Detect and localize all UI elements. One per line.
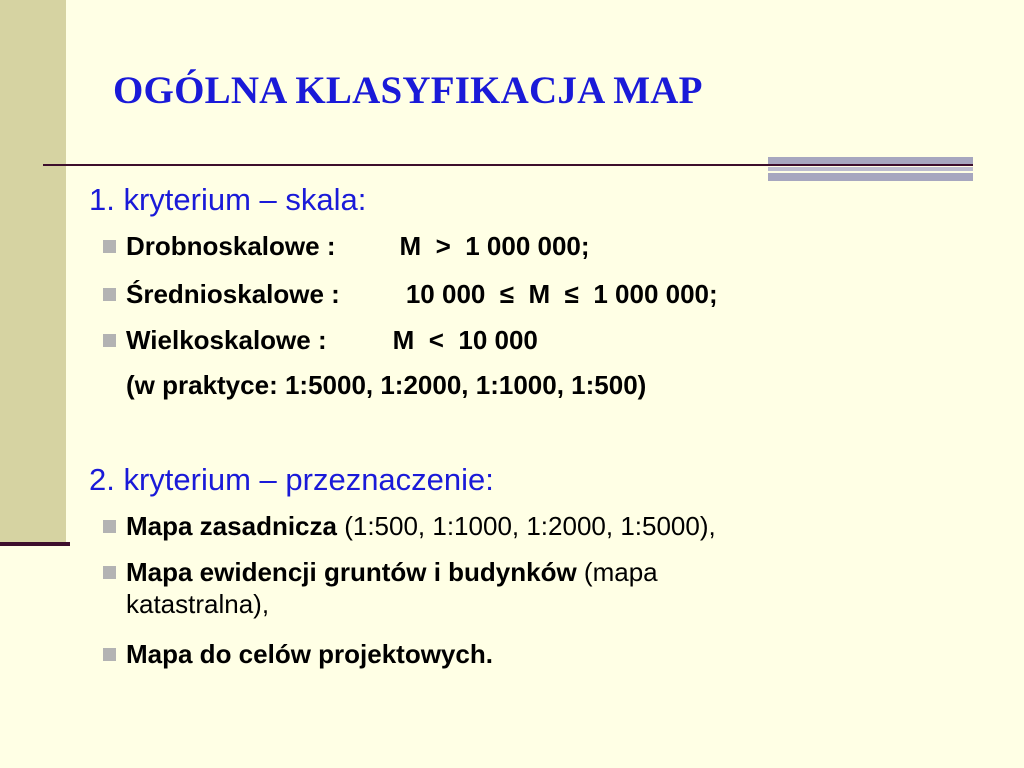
item-bold: Mapa ewidencji gruntów i budynków bbox=[126, 557, 577, 587]
item-value: 10 000 ≤ M ≤ 1 000 000; bbox=[405, 279, 718, 309]
square-bullet-icon bbox=[103, 288, 116, 301]
item-label: Średnioskalowe : bbox=[126, 279, 340, 309]
item-bold: Mapa zasadnicza bbox=[126, 511, 337, 541]
square-bullet-icon bbox=[103, 566, 116, 579]
left-band-underline bbox=[0, 542, 70, 546]
list-item-continuation bbox=[126, 589, 269, 620]
list-item bbox=[126, 511, 716, 542]
square-bullet-icon bbox=[103, 240, 116, 253]
left-decorative-band bbox=[0, 0, 66, 545]
item-label: Drobnoskalowe : bbox=[126, 231, 336, 261]
section-heading-scale: 1. kryterium – skala: bbox=[89, 182, 367, 217]
square-bullet-icon bbox=[103, 334, 116, 347]
section-heading-purpose: 2. kryterium – przeznaczenie: bbox=[89, 462, 494, 497]
note-text: (w praktyce: 1:5000, 1:2000, 1:1000, 1:500) bbox=[126, 370, 647, 400]
list-item bbox=[126, 231, 590, 262]
item-bold: Mapa do celów projektowych. bbox=[126, 639, 493, 669]
list-item bbox=[126, 279, 718, 310]
item-label: Wielkoskalowe : bbox=[126, 325, 327, 355]
slide-title: OGÓLNA KLASYFIKACJA MAP bbox=[113, 69, 703, 112]
item-rest: (1:500, 1:1000, 1:2000, 1:5000), bbox=[336, 511, 716, 541]
decorative-bars bbox=[768, 157, 973, 181]
decorative-bar bbox=[768, 167, 973, 171]
item-rest: (mapa bbox=[576, 557, 658, 587]
list-item bbox=[126, 557, 658, 588]
item-value: M < 10 000 bbox=[392, 325, 538, 355]
list-item bbox=[126, 639, 493, 670]
scale-note bbox=[126, 370, 646, 401]
list-item bbox=[126, 325, 538, 356]
item-value: M > 1 000 000; bbox=[399, 231, 590, 261]
decorative-bar bbox=[768, 173, 973, 181]
decorative-bar bbox=[768, 157, 973, 164]
item-cont: katastralna), bbox=[126, 589, 270, 619]
square-bullet-icon bbox=[103, 648, 116, 661]
square-bullet-icon bbox=[103, 520, 116, 533]
